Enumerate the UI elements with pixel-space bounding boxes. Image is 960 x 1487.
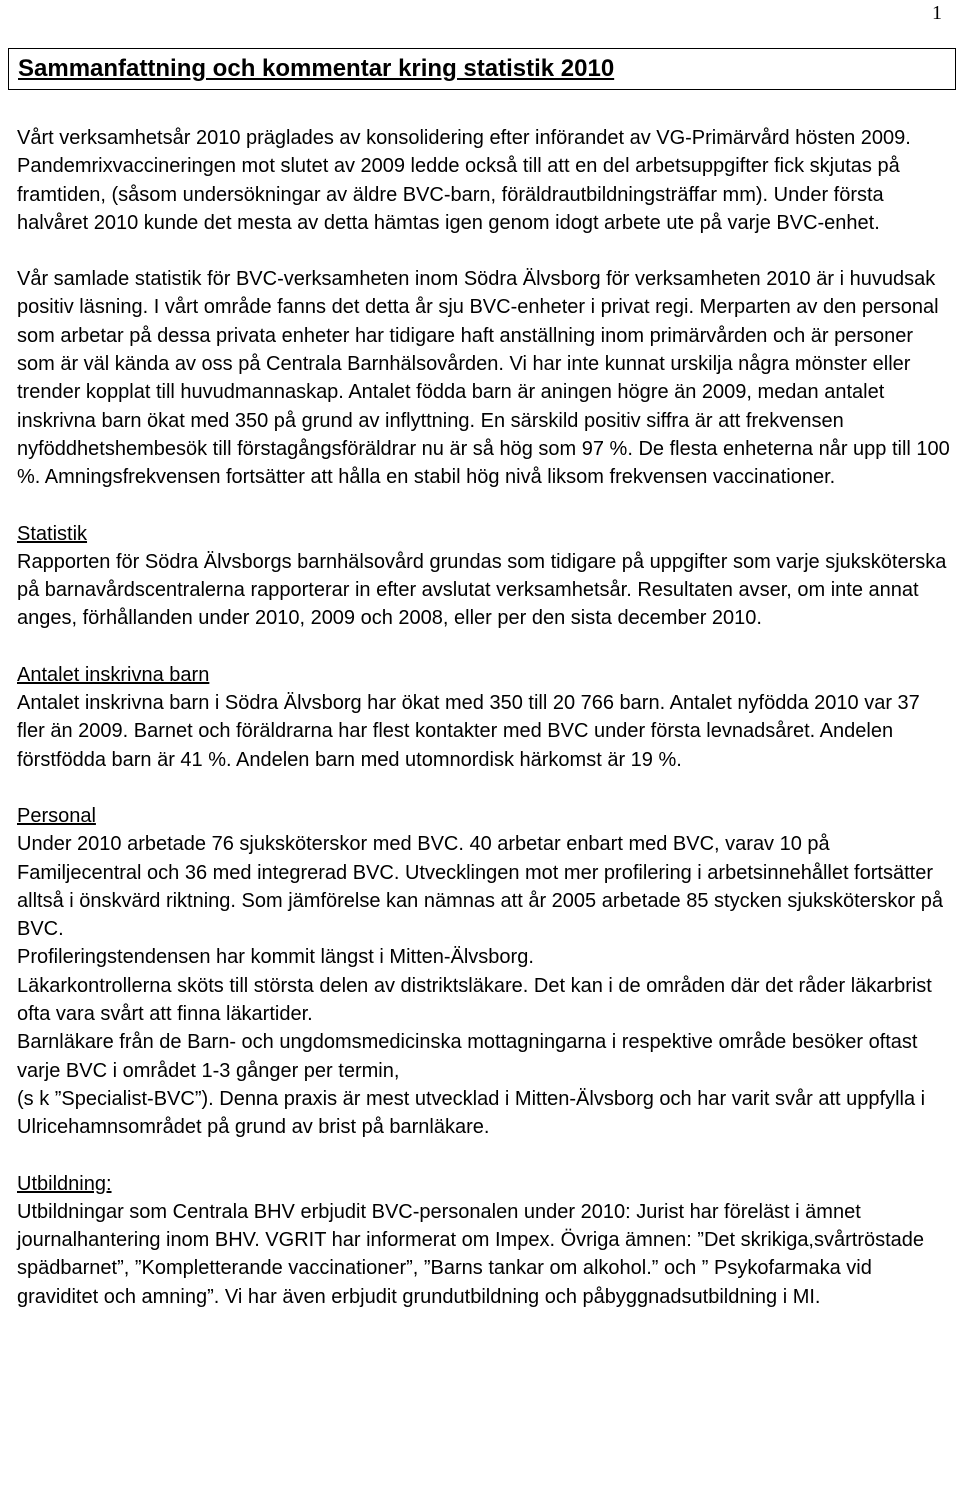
utbildning-section (17, 1170, 952, 1311)
personal-paragraph-4b: (s k ”Specialist-BVC”). Denna praxis är mest utvecklad i Mitten-Älvsborg och har varit svår att uppfylla i Ulricehamnsområdet på grund av brist på barnläkare. (17, 1087, 926, 1139)
personal-section (17, 802, 952, 1142)
personal-paragraph-1: Under 2010 arbetade 76 sjuksköterskor med BVC. 40 arbetar enbart med BVC, varav 10 på Familjecentral och 36 med integrerad BVC. Utvecklingen mot mer profilering i arbetsinnehållet fortsätter alltså i önskvärd riktning. Som jämförelse kan nämnas att år 2005 arbetade 85 stycken sjuksköterskor på BVC. (17, 833, 944, 941)
inskrivna-text: Antalet inskrivna barn i Södra Älvsborg har ökat med 350 till 20 766 barn. Antalet nyfödda 2010 var 37 fler än 2009. Barnet och föräldrarna har flest kontakter med BVC under första levnadsåret. Andelen förstfödda barn är 41 %. Andelen barn med utomnordisk härkomst är 19 %. (17, 692, 920, 771)
statistik-section (17, 520, 952, 633)
utbildning-text: Utbildningar som Centrala BHV erbjudit BVC-personalen under 2010: Jurist har föreläst i ämnet journalhantering inom BHV. VGRIT har informerat om Impex. Övriga ämnen: ”Det skrikiga,svårtröstade spädbarnet”, ”Kompletterande vaccinationer”, ”Barns tankar om alkohol.” och ” Psykofarmaka vid graviditet och amning”. Vi har även erbjudit grundutbildning och påbyggnadsutbildning i MI. (17, 1200, 925, 1308)
intro-section (17, 124, 952, 237)
inskrivna-section (17, 661, 952, 774)
inskrivna-heading: Antalet inskrivna barn (17, 663, 210, 686)
title-box (8, 48, 956, 90)
personal-heading: Personal (17, 804, 96, 827)
utbildning-heading: Utbildning: (17, 1172, 112, 1195)
page-number: 1 (932, 2, 942, 24)
document-body (17, 124, 952, 1339)
statistik-text: Rapporten för Södra Älvsborgs barnhälsovård grundas som tidigare på uppgifter som varje sjuksköterska på barnavårdscentralerna rapporterar in efter avslutat verksamhetsår. Resultaten avser, om inte annat anges, förhållanden under 2010, 2009 och 2008, eller per den sista december 2010. (17, 550, 947, 630)
personal-paragraph-2: Profileringstendensen har kommit längst i Mitten-Älvsborg. (17, 946, 534, 969)
intro-paragraph-1: Vårt verksamhetsår 2010 präglades av konsolidering efter införandet av VG-Primärvård hösten 2009. Pandemrixvaccineringen mot slutet av 2009 ledde också till att en del arbetsuppgifter fick skjutas på framtiden, (såsom undersökningar av äldre BVC-barn, föräldrautbildningsträffar mm). Under första halvåret 2010 kunde det mesta av detta hämtas igen genom idogt arbete ute på varje BVC-enhet. (17, 127, 911, 234)
personal-paragraph-4a: Barnläkare från de Barn- och ungdomsmedicinska mottagningarna i respektive område besöker oftast varje BVC i området 1-3 gånger per termin, (17, 1031, 918, 1082)
document-title: Sammanfattning och kommentar kring statistik 2010 (18, 55, 615, 82)
intro-section-2 (17, 265, 952, 491)
intro-paragraph-2: Vår samlade statistik för BVC-verksamheten inom Södra Älvsborg för verksamheten 2010 är i huvudsak positiv läsning. I vårt område fanns det detta år sju BVC-enheter i privat regi. Merparten av den personal som arbetar på dessa privata enheter har tidigare haft anställning inom primärvården och är personer som är väl kända av oss på Centrala Barnhälsovården. Vi har inte kunnat urskilja några mönster eller trender kopplat till huvudmannaskap. Antalet födda barn är aningen högre än 2009, medan antalet inskrivna barn ökat med 350 på grund av inflyttning. En särskild positiv siffra är att frekvensen nyföddhetshembesök till förstagångsföräldrar nu är så hög som 97 %. De flesta enheterna når upp till 100 %. Amningsfrekvensen fortsätter att hålla en stabil hög nivå liksom frekvensen vaccinationer. (17, 268, 950, 489)
personal-paragraph-3: Läkarkontrollerna sköts till största delen av distriktsläkare. Det kan i de områden där det råder läkarbrist ofta vara svårt att finna läkartider. (17, 974, 932, 1026)
statistik-heading: Statistik (17, 522, 88, 545)
